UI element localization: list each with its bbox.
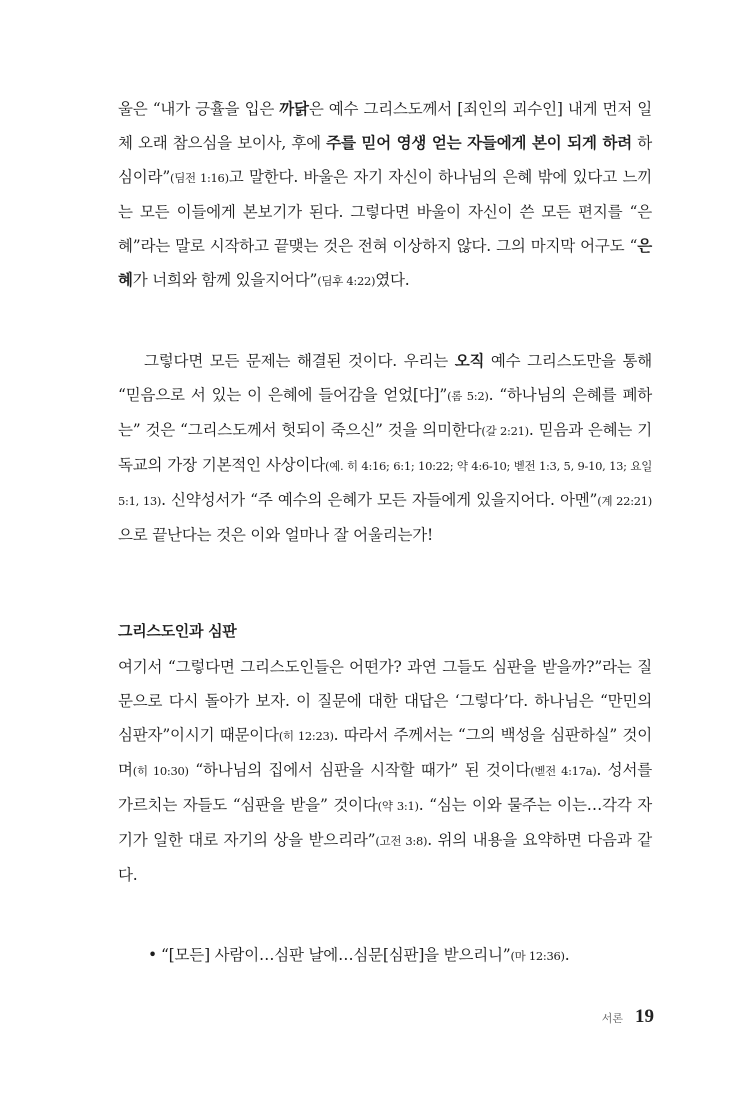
text-run: . 신약성서가 “주 예수의 은혜가 모든 자들에게 있을지어다. 아멘” [161,491,598,509]
page-number: 19 [635,1006,654,1027]
bullet-end: . [564,946,570,964]
paragraph-3 [118,650,652,892]
text-run: 하심이라” [118,134,653,186]
scripture-reference: (벧전 4:17a) [530,764,597,778]
scripture-reference: (갈 2:21) [481,424,529,438]
text-run: 가 너희와 함께 있을지어다” [132,271,318,289]
scripture-reference: (딤후 4:22) [317,274,376,288]
scripture-reference: (고전 3:8) [375,834,428,848]
page-footer [602,1006,654,1028]
text-run: . 위의 내용을 요약하면 다음과 같다. [118,831,652,884]
text-run: . 성서를 가르치는 자들도 “심판을 받을” 것이다 [118,761,652,814]
text-run: . “하나님의 은혜를 폐하는” 것은 “그리스도께서 헛되이 죽으신” 것을 의미한다 [118,386,653,439]
text-run: 으로 끝난다는 것은 이와 얼마나 잘 어울리는가! [118,526,434,544]
emphasis-text: 은혜 [118,236,652,289]
scripture-reference: (롬 5:2) [447,389,489,403]
text-run: 울은 “내가 긍휼을 입은 [118,100,280,118]
scripture-reference: (예. 히 4:16; 6:1; 10:22; 약 4:6-10; 벧전 1:3, 5, 9-10, 13; 요일 5:1, 13) [118,459,652,508]
text-run: 은 예수 그리스도께서 [죄인의 괴수인] 내게 먼저 일체 오래 참으심을 보이사, 후에 [118,100,653,152]
section-heading: 그리스도인과 심판 [118,622,237,640]
emphasis-text: 오직 [454,351,485,370]
text-run: . 믿음과 은혜는 기독교의 가장 기본적인 사상이다 [118,421,652,474]
text-run: 예수 그리스도만을 통해 “믿음으로 서 있는 이 은혜에 들어감을 얻었[다]” [118,352,652,404]
emphasis-text: 까닭 [279,99,309,118]
scripture-reference: (마 12:36) [510,949,565,963]
text-run: . “심는 이와 물주는 이는…각각 자기가 일한 대로 자기의 상을 받으리라” [118,796,652,849]
bullet-text: “[모든] 사람이…심판 날에…심문[심판]을 받으리니” [160,946,511,964]
paragraph-2 [118,344,652,552]
text-run: 여기서 “그렇다면 그리스도인들은 어떤가? 과연 그들도 심판을 받을까?”라는 질문으로 다시 돌아가 보자. 이 질문에 대한 대답은 ‘그렇다’다. 하나님은 “만민의 심판자”이시기 때문이다 [118,658,652,744]
scripture-reference: (계 22:21) [597,494,652,508]
text-run: . 따라서 주께서는 “그의 백성을 심판하실” 것이며 [118,726,653,779]
text-run: 였다. [375,271,410,289]
paragraph-1 [118,92,652,298]
scripture-reference: (히 12:23) [278,729,334,743]
scripture-reference: (약 3:1) [377,799,419,813]
running-footer-section: 서론 [601,1012,623,1025]
emphasis-text: 주를 믿어 영생 얻는 자들에게 본이 되게 하려 [326,133,632,152]
list-item [148,938,658,973]
text-run: 그렇다면 모든 문제는 해결된 것이다. 우리는 [144,352,455,370]
scripture-reference: (딤전 1:16) [170,171,229,185]
summary-list [148,938,658,973]
text-run: “하나님의 집에서 심판을 시작할 때가” 된 것이다 [188,761,531,779]
text-run: 고 말한다. 바울은 자기 자신이 하나님의 은혜 밖에 있다고 느끼는 모든 이들에게 본보기가 된다. 그렇다면 바울이 자신이 쓴 모든 편지를 “은혜”라는 말로 시작하고 끝맺는 것은 전혀 이상하지 않다. 그의 마지막 어구도 “ [118,168,652,255]
scripture-reference: (히 10:30) [132,764,189,778]
